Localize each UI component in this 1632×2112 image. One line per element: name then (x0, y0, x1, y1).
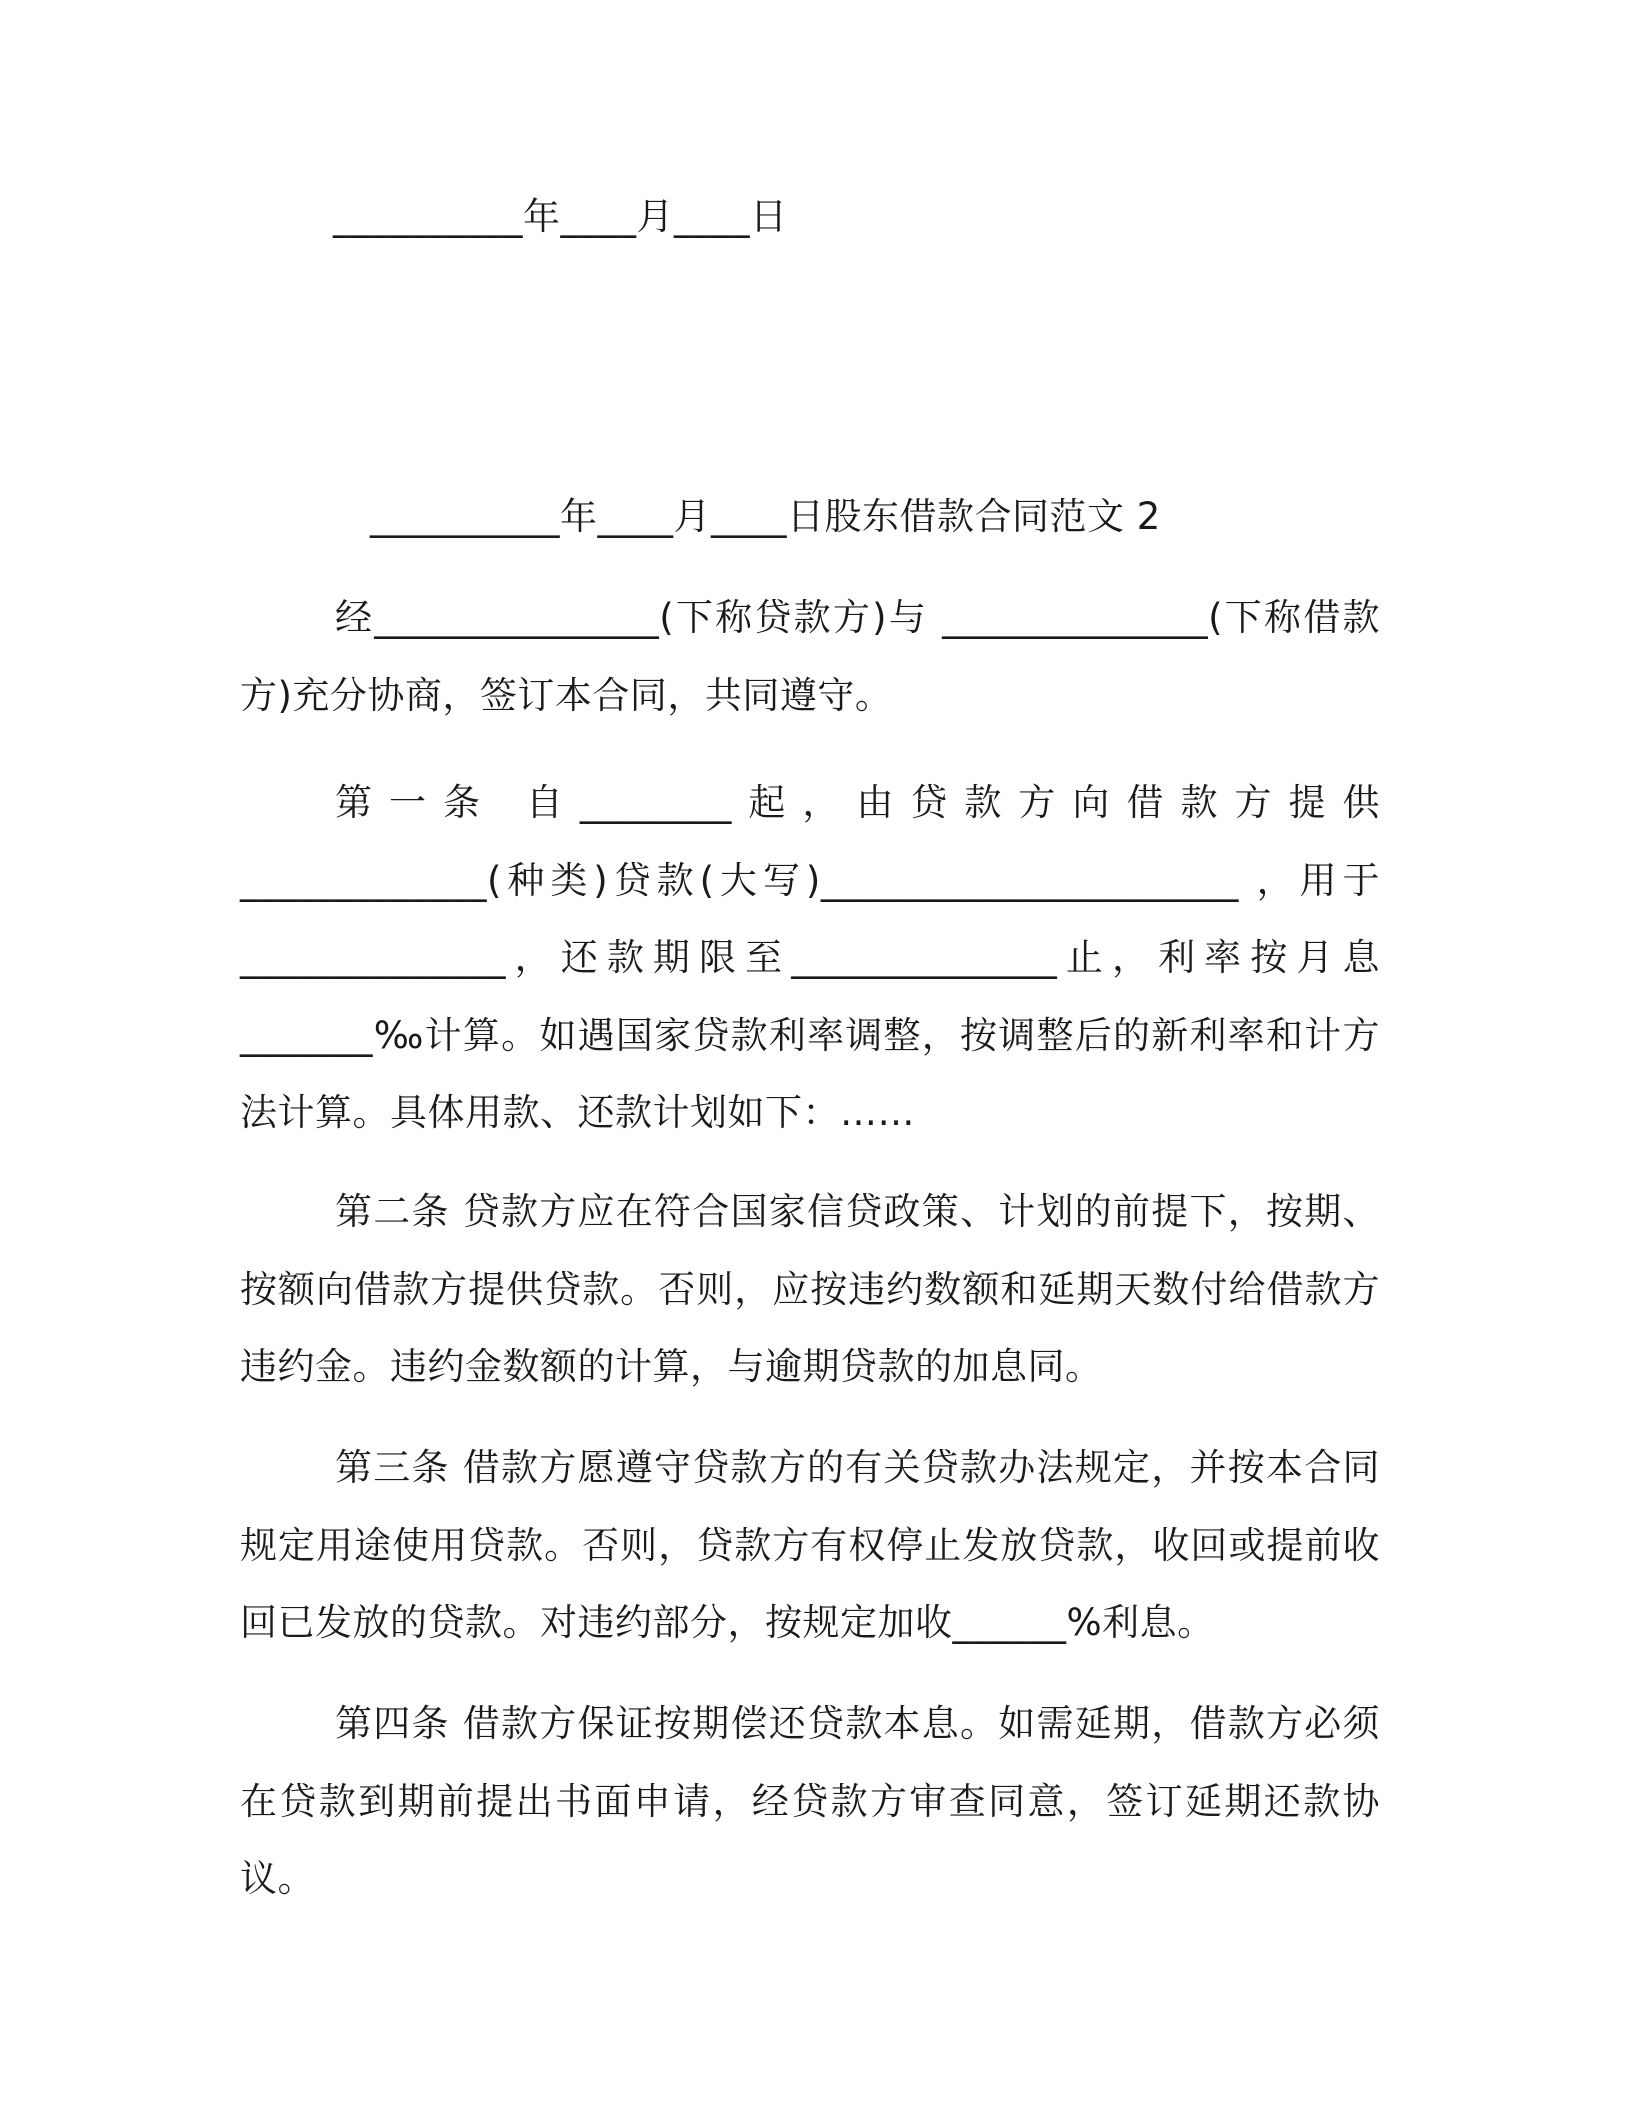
article-4-paragraph: 第四条 借款方保证按期偿还贷款本息。如需延期，借款方必须在贷款到期前提出书面申请，经贷款方审查同意，签订延期还款协议。 (240, 1702, 1380, 1900)
document-title: __________年____月____日股东借款合同范文 2 (370, 495, 1161, 538)
article-3-paragraph: 第三条 借款方愿遵守贷款方的有关贷款办法规定，并按本合同规定用途使用贷款。否则，贷款方有权停止发放贷款，收回或提前收回已发放的贷款。对违约部分，按规定加收______%利息。 (240, 1446, 1380, 1644)
date-line: __________年____月____日 (333, 195, 788, 238)
intro-paragraph: 经_______________(下称贷款方)与 ______________(下称借款方)充分协商，签订本合同，共同遵守。 (240, 596, 1380, 717)
article-1-paragraph: 第一条 自________起，由贷款方向借款方提供_____________(种类)贷款(大写)______________________ ，用于______________，还款期限至______________止，利率按月息_______‰计算。如遇国家贷款利率调整，按调整后的新利率和计方法计算。具体用款、还款计划如下：…… (240, 781, 1380, 1134)
article-2-paragraph: 第二条 贷款方应在符合国家信贷政策、计划的前提下，按期、按额向借款方提供贷款。否则，应按违约数额和延期天数付给借款方违约金。违约金数额的计算，与逾期贷款的加息同。 (240, 1190, 1380, 1388)
